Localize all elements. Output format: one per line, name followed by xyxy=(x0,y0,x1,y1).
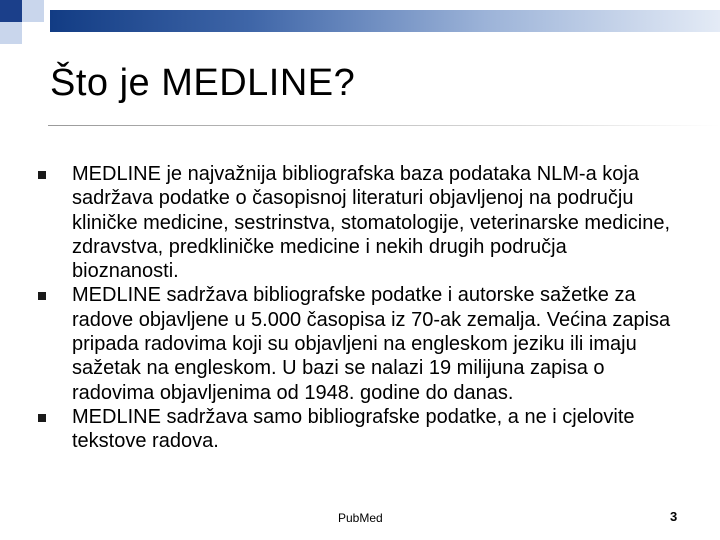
header-gradient-bar xyxy=(50,10,720,32)
bullet-item xyxy=(72,283,672,404)
footer-label: PubMed xyxy=(338,511,383,525)
bullet-text: je najvažnija bibliografska baza podataka NLM-a koja sadržava podatke o časopisnoj literaturi objavljenoj na području kliničke medicine, sestrinstva, stomatologije, veterinarske medicine, zdravstva, predkliničke medicine i nekih drugih područja bioznanosti. xyxy=(72,163,671,283)
square-bullet-icon xyxy=(38,292,46,300)
bullet-term: MEDLINE xyxy=(72,284,161,307)
square-bullet-icon xyxy=(38,414,46,422)
slide-title: Što je MEDLINE? xyxy=(50,62,356,104)
bullet-text: sadržava bibliografske podatke i autorske sažetke za radove objavljene u 5.000 časopisa iz 70-ak zemalja. Većina zapisa pripada radovima koji su objavljeni na engleskom jeziku ili imaju sažetak na engleskom. U bazi se nalazi 19 milijuna zapisa o radovima objavljenima od 1948. godine do danas. xyxy=(72,284,671,404)
square-bullet-icon xyxy=(38,171,46,179)
bullet-item xyxy=(72,162,672,283)
page-number: 3 xyxy=(670,509,678,524)
bullet-text: sadržava samo bibliografske podatke, a ne i cjelovite tekstove radova. xyxy=(72,405,635,453)
title-divider xyxy=(48,125,720,126)
bullet-term: MEDLINE xyxy=(72,163,161,185)
bullet-item xyxy=(72,405,672,454)
bullet-list xyxy=(72,162,672,454)
bullet-term: MEDLINE xyxy=(72,405,161,428)
